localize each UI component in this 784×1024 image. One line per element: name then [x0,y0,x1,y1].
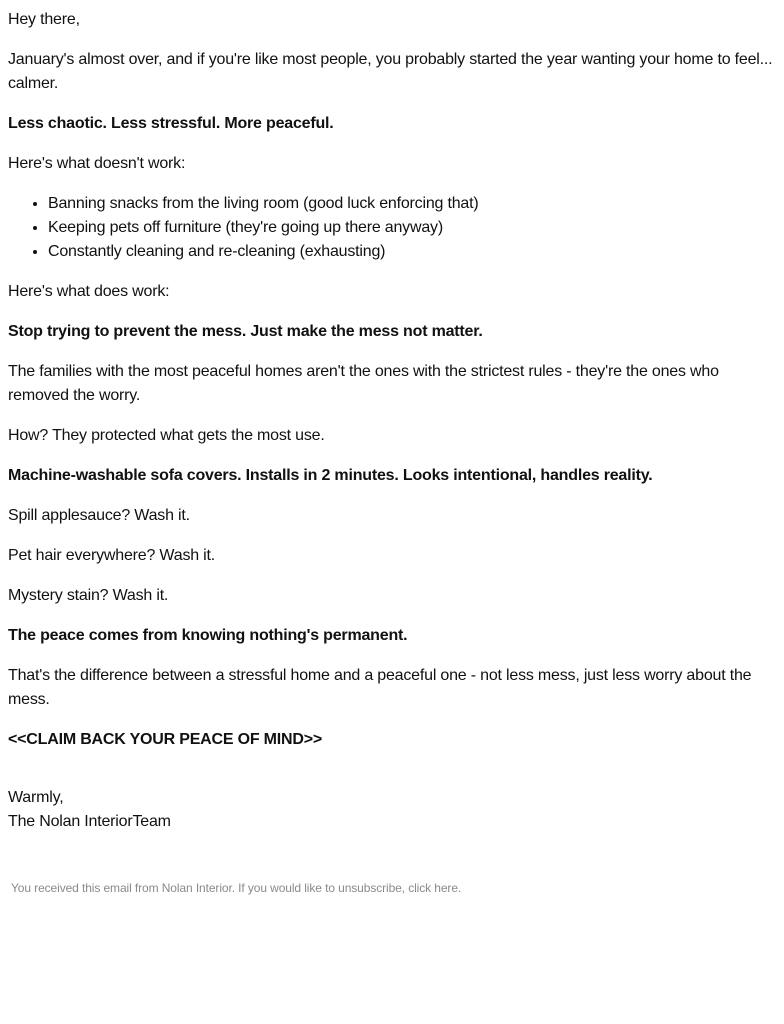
paragraph: Mystery stain? Wash it. [8,587,169,604]
signature: The Nolan InteriorTeam [8,813,171,830]
greeting: Hey there, [8,11,80,28]
cta [8,728,776,752]
dont-work-heading: Here's what doesn't work: [8,155,186,172]
list-item: • Banning snacks from the living room (good luck enforcing that) [48,192,776,216]
paragraph: Spill applesauce? Wash it. [8,507,190,524]
paragraph: How? They protected what gets the most use. [8,427,325,444]
paragraph: The families with the most peaceful homes aren't the ones with the strictest rules - they're the ones who removed the worry. [8,363,719,404]
footer-text: You received this email from Nolan Interior. If you would like to unsubscribe, [11,881,409,895]
bold-statement: The peace comes from knowing nothing's permanent. [8,627,408,644]
paragraph: That's the difference between a stressful home and a peaceful one - not less mess, just less worry about the mess. [8,667,752,708]
list-item: • Keeping pets off furniture (they're going up there anyway) [48,216,776,240]
signature-block [8,786,776,834]
cta-link[interactable]: <<CLAIM BACK YOUR PEACE OF MIND>> [8,731,323,748]
intro-paragraph: January's almost over, and if you're like most people, you probably started the year wanting your home to feel... calmer. [8,51,773,92]
paragraph: Pet hair everywhere? Wash it. [8,547,216,564]
headline: Less chaotic. Less stressful. More peaceful. [8,115,334,132]
list-item: • Constantly cleaning and re-cleaning (exhausting) [48,240,776,264]
dont-work-list [8,192,776,264]
product-statement: Machine-washable sofa covers. Installs in 2 minutes. Looks intentional, handles reality. [8,467,653,484]
bold-statement: Stop trying to prevent the mess. Just make the mess not matter. [8,323,483,340]
does-work-heading: Here's what does work: [8,283,170,300]
unsubscribe-link[interactable]: click here. [408,881,462,895]
unsubscribe-footer [8,880,776,896]
signoff: Warmly, [8,789,64,806]
